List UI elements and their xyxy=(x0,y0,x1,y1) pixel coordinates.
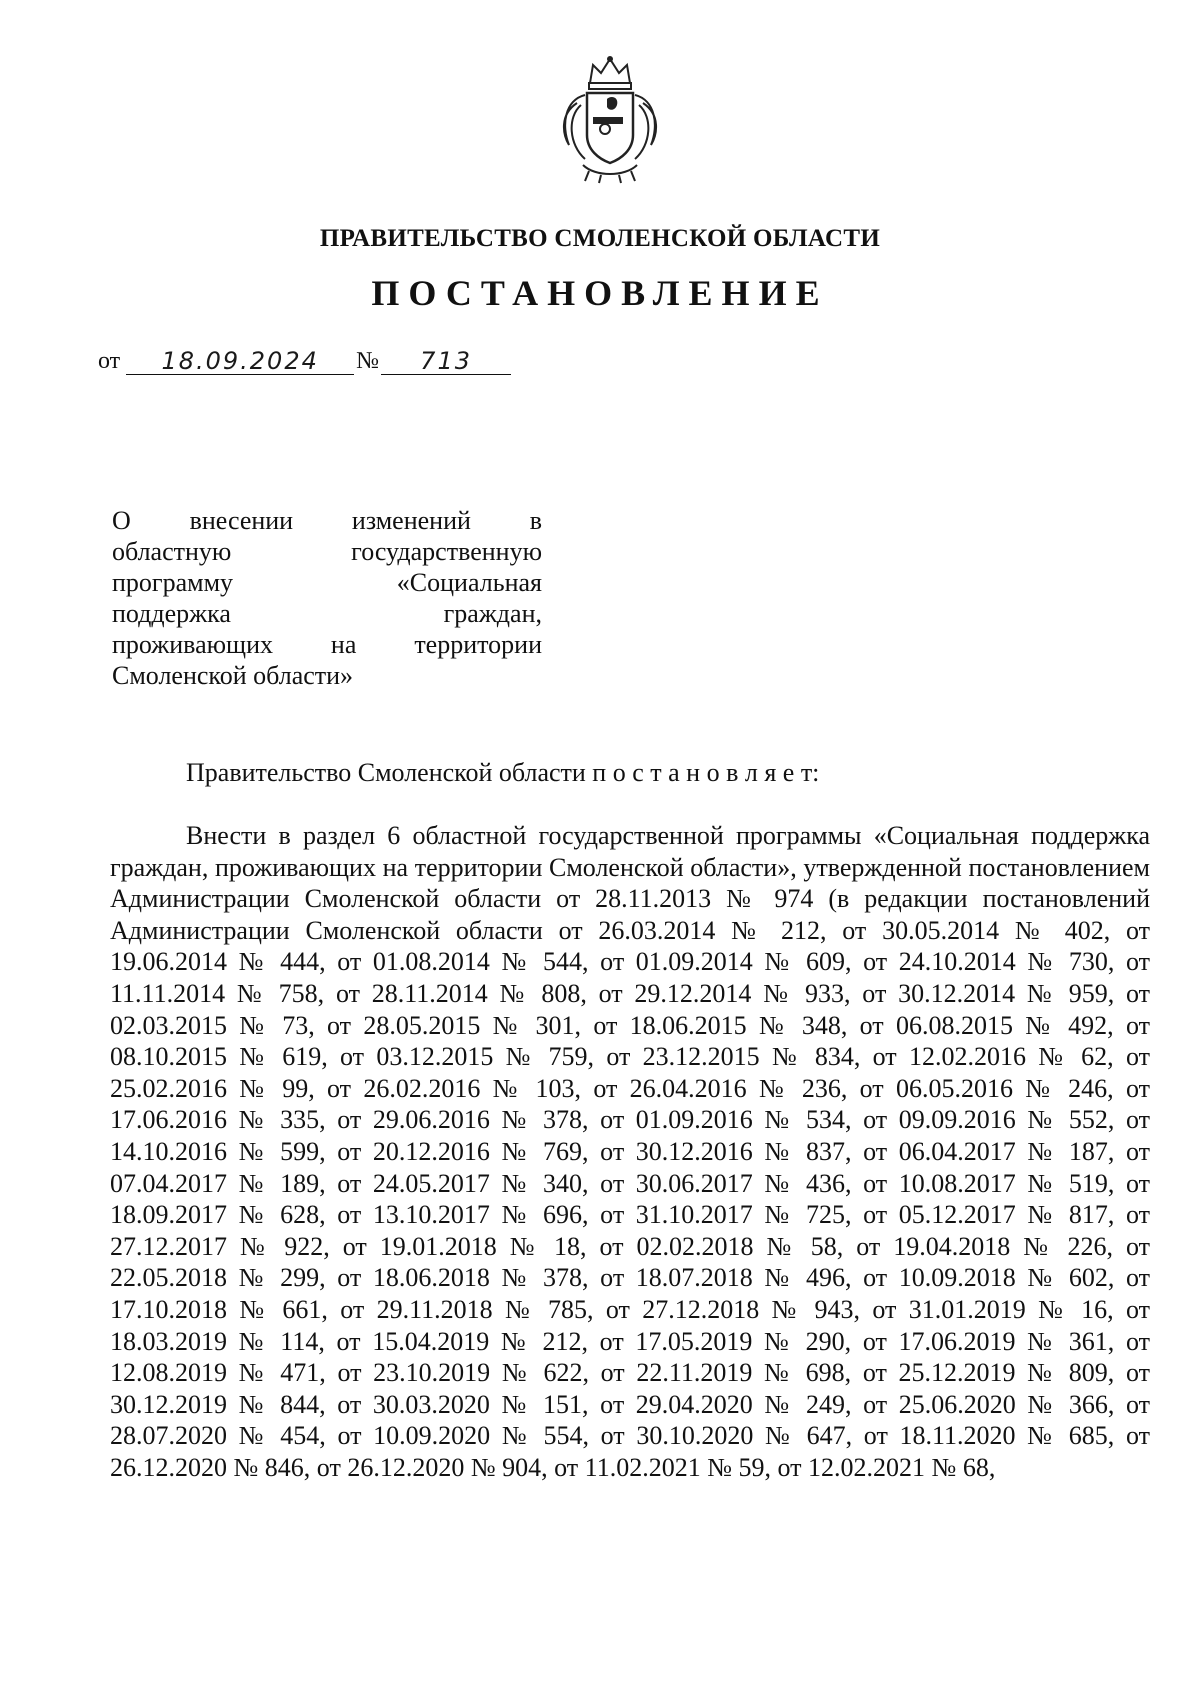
date-prefix: от xyxy=(98,348,121,374)
subject-line: Смоленской области» xyxy=(112,661,354,690)
registration-line xyxy=(98,348,511,375)
decree-statement: Правительство Смоленской области п о с т а н о в л я е т: xyxy=(186,758,820,787)
crest-icon xyxy=(555,55,665,185)
subject-line: поддержка граждан, xyxy=(112,599,542,628)
subject-line: программу «Социальная xyxy=(112,568,542,597)
handwritten-number: 713 xyxy=(381,348,511,375)
body-paragraph: Внести в раздел 6 областной государственной программы «Социальная поддержка граждан, проживающих на территории Смоленской области», утвержденной постановлением Администрации Смоленской области от 28.11.2013 № 974 (в редакции постановлений Администрации Смоленской области от 26.03.2014 № 212, от 30.05.2014 № 402, от 19.06.2014 № 444, от 01.08.2014 № 544, от 01.09.2014 № 609, от 24.10.2014 № 730, от 11.11.2014 № 758, от 28.11.2014 № 808, от 29.12.2014 № 933, от 30.12.2014 № 959, от 02.03.2015 № 73, от 28.05.2015 № 301, от 18.06.2015 № 348, от 06.08.2015 № 492, от 08.10.2015 № 619, от 03.12.2015 № 759, от 23.12.2015 № 834, от 12.02.2016 № 62, от 25.02.2016 № 99, от 26.02.2016 № 103, от 26.04.2016 № 236, от 06.05.2016 № 246, от 17.06.2016 № 335, от 29.06.2016 № 378, от 01.09.2016 № 534, от 09.09.2016 № 552, от 14.10.2016 № 599, от 20.12.2016 № 769, от 30.12.2016 № 837, от 06.04.2017 № 187, от 07.04.2017 № 189, от 24.05.2017 № 340, от 30.06.2017 № 436, от 10.08.2017 № 519, от 18.09.2017 № 628, от 13.10.2017 № 696, от 31.10.2017 № 725, от 05.12.2017 № 817, от 27.12.2017 № 922, от 19.01.2018 № 18, от 02.02.2018 № 58, от 19.04.2018 № 226, от 22.05.2018 № 299, от 18.06.2018 № 378, от 18.07.2018 № 496, от 10.09.2018 № 602, от 17.10.2018 № 661, от 29.11.2018 № 785, от 27.12.2018 № 943, от 31.01.2019 № 16, от 18.03.2019 № 114, от 15.04.2019 № 212, от 17.05.2019 № 290, от 17.06.2019 № 361, от 12.08.2019 № 471, от 23.10.2019 № 622, от 22.11.2019 № 698, от 25.12.2019 № 809, от 30.12.2019 № 844, от 30.03.2020 № 151, от 29.04.2020 № 249, от 25.06.2020 № 366, от 28.07.2020 № 454, от 10.09.2020 № 554, от 30.10.2020 № 647, от 18.11.2020 № 685, от 26.12.2020 № 846, от 26.12.2020 № 904, от 11.02.2021 № 59, от 12.02.2021 № 68, xyxy=(110,821,1150,1482)
subject-line: проживающих на территории xyxy=(112,630,542,659)
document-type-title: ПОСТАНОВЛЕНИЕ xyxy=(371,273,829,313)
number-prefix: № xyxy=(356,348,380,374)
handwritten-date: 18.09.2024 xyxy=(126,348,354,375)
coat-of-arms-emblem xyxy=(555,55,665,185)
subject-line: областную государственную xyxy=(112,537,542,566)
document-subject xyxy=(112,505,542,691)
organization-name: ПРАВИТЕЛЬСТВО СМОЛЕНСКОЙ ОБЛАСТИ xyxy=(319,225,881,252)
subject-line: О внесении изменений в xyxy=(112,506,542,535)
